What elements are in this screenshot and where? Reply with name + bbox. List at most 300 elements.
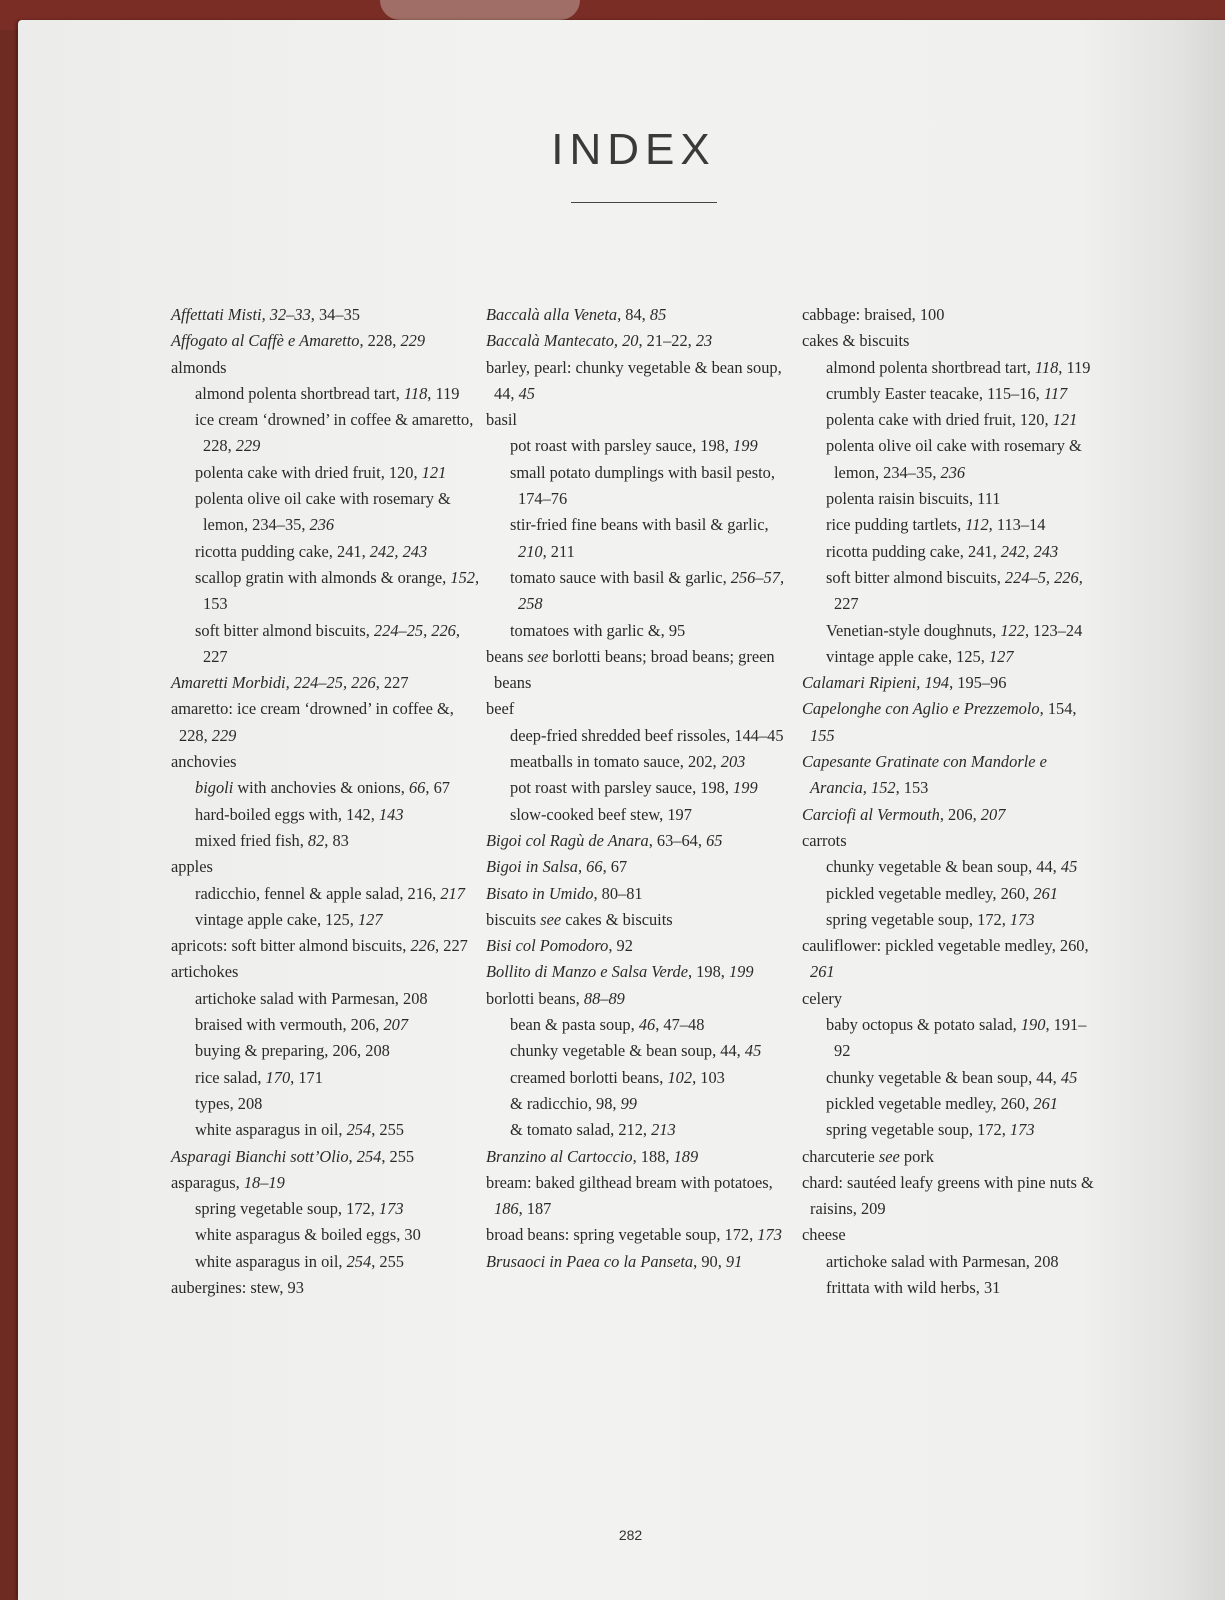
entry-text: Carciofi al Vermouth	[802, 804, 940, 824]
entry-text: celery	[802, 988, 843, 1008]
index-subentry	[802, 381, 1102, 407]
entry-text: buying & preparing, 206, 208	[195, 1041, 390, 1061]
index-entry	[171, 1275, 481, 1301]
entry-text: 229	[400, 331, 426, 351]
entry-text: broad beans: spring vegetable soup, 172,	[486, 1225, 758, 1245]
entry-text: see	[878, 1146, 900, 1166]
index-subentry	[486, 460, 796, 513]
entry-text: , 206,	[939, 804, 981, 824]
entry-text: creamed borlotti beans,	[510, 1067, 668, 1087]
entry-text: 102	[667, 1067, 693, 1087]
index-entry	[486, 644, 796, 697]
entry-text: 173	[1009, 1120, 1035, 1140]
entry-text: types, 208	[195, 1093, 263, 1113]
entry-text: 170	[265, 1067, 291, 1087]
index-subentry	[802, 881, 1102, 907]
entry-text: Bollito di Manzo e Salsa Verde	[486, 962, 688, 982]
entry-text: 173	[378, 1199, 404, 1219]
index-entry	[486, 1222, 796, 1248]
index-entry	[802, 670, 1102, 696]
entry-text: 66	[408, 778, 426, 798]
entry-text: & radicchio, 98,	[510, 1093, 621, 1113]
index-entry	[802, 828, 1102, 854]
page-number: 282	[618, 1527, 643, 1543]
entry-text: , 103	[692, 1067, 725, 1087]
entry-text: 91	[725, 1251, 743, 1271]
entry-text: 118	[403, 383, 428, 403]
entry-text: 18–19	[243, 1172, 285, 1192]
entry-text: 45	[518, 383, 535, 403]
entry-text: 46	[638, 1015, 656, 1035]
entry-text: 173	[757, 1225, 782, 1245]
index-entry	[486, 881, 796, 907]
index-entry	[802, 1170, 1102, 1223]
index-subentry	[486, 1117, 796, 1143]
cover-ornament	[380, 0, 580, 20]
index-entry	[802, 802, 1102, 828]
entry-text: Baccalà alla Veneta	[486, 305, 618, 324]
entry-text: with anchovies & onions,	[233, 778, 409, 798]
index-subentry	[171, 618, 481, 671]
entry-text: , 83	[324, 830, 349, 850]
index-subentry	[171, 1222, 481, 1248]
index-subentry	[171, 565, 481, 618]
entry-text: , 227	[203, 620, 460, 666]
index-subentry	[171, 1117, 481, 1143]
entry-text: pot roast with parsley sauce, 198,	[510, 778, 734, 798]
entry-text: Brusaoci in Paea co la Panseta	[486, 1251, 694, 1271]
entry-text: vintage apple cake, 125,	[826, 646, 989, 666]
index-subentry	[802, 854, 1102, 880]
entry-text: , 195–96	[949, 673, 1007, 693]
entry-text: 121	[421, 462, 447, 482]
entry-text: beans	[486, 646, 528, 666]
entry-text: cakes & biscuits	[561, 909, 673, 929]
entry-text: chunky vegetable & bean soup, 44,	[510, 1041, 745, 1061]
entry-text: , 227	[375, 673, 409, 693]
entry-text: 199	[733, 436, 758, 456]
index-subentry	[486, 723, 796, 749]
entry-text: mixed fried fish,	[195, 830, 308, 850]
index-subentry	[802, 618, 1102, 644]
index-entry	[486, 1249, 796, 1275]
entry-text: crumbly Easter teacake, 115–16,	[826, 383, 1044, 403]
entry-text: white asparagus in oil,	[195, 1251, 347, 1271]
index-subentry	[171, 1038, 481, 1064]
entry-text: ice cream ‘drowned’ in coffee & amaretto, 228,	[195, 410, 474, 456]
index-entry	[171, 328, 481, 354]
entry-text: Baccalà Mantecato, 20	[486, 331, 639, 351]
entry-text: 143	[378, 804, 404, 824]
entry-text: 242, 243	[369, 541, 428, 561]
entry-text: spring vegetable soup, 172,	[826, 909, 1010, 929]
index-subentry	[486, 618, 796, 644]
entry-text: , 255	[371, 1251, 404, 1271]
entry-text: chunky vegetable & bean soup, 44,	[826, 1067, 1061, 1087]
entry-text: 88–89	[583, 988, 625, 1008]
entry-text: Branzino al Cartoccio	[486, 1146, 633, 1166]
entry-text: 224–25, 226	[373, 620, 456, 640]
index-subentry	[171, 486, 481, 539]
entry-text: tomato sauce with basil & garlic,	[510, 567, 731, 587]
index-entry	[486, 302, 796, 328]
index-subentry	[171, 1196, 481, 1222]
entry-text: Capelonghe con Aglio e Prezzemolo	[802, 699, 1040, 719]
entry-text: , 92	[608, 936, 633, 956]
entry-text: 45	[1060, 1067, 1078, 1087]
entry-text: beef	[486, 699, 515, 719]
index-column-2	[486, 302, 796, 1275]
entry-text: white asparagus & boiled eggs, 30	[195, 1225, 421, 1245]
entry-text: bigoli	[195, 778, 234, 798]
index-entry	[802, 328, 1102, 354]
entry-text: , 67	[602, 857, 628, 877]
entry-text: polenta olive oil cake with rosemary & lemon, 234–35,	[195, 489, 451, 535]
entry-text: Venetian-style doughnuts,	[826, 620, 1001, 640]
index-entry	[802, 1222, 1102, 1248]
entry-text: rice pudding tartlets,	[826, 515, 966, 535]
index-entry	[171, 749, 481, 775]
entry-text: 229	[235, 436, 261, 456]
index-subentry	[171, 1091, 481, 1117]
index-subentry	[802, 512, 1102, 538]
index-subentry	[802, 1117, 1102, 1143]
index-subentry	[171, 775, 481, 801]
index-subentry	[171, 460, 481, 486]
entry-text: charcuterie	[802, 1146, 879, 1166]
index-subentry	[802, 907, 1102, 933]
index-entry	[486, 1144, 796, 1170]
entry-text: almond polenta shortbread tart,	[826, 357, 1035, 377]
entry-text: pot roast with parsley sauce, 198,	[510, 436, 734, 456]
entry-text: 256–57, 258	[518, 567, 785, 614]
index-subentry	[802, 644, 1102, 670]
index-entry	[486, 986, 796, 1012]
entry-text: , 227	[435, 936, 468, 956]
entry-text: basil	[486, 410, 517, 430]
index-entry	[802, 986, 1102, 1012]
entry-text: 127	[357, 909, 383, 929]
entry-text: polenta cake with dried fruit, 120,	[826, 410, 1053, 430]
entry-text: meatballs in tomato sauce, 202,	[510, 752, 721, 772]
entry-text: pickled vegetable medley, 260,	[826, 883, 1034, 903]
entry-text: aubergines: stew, 93	[171, 1277, 304, 1297]
entry-text: chunky vegetable & bean soup, 44,	[826, 857, 1061, 877]
entry-text: polenta raisin biscuits, 111	[826, 489, 1001, 509]
entry-text: frittata with wild herbs, 31	[826, 1277, 1001, 1297]
entry-text: & tomato salad, 212,	[510, 1120, 652, 1140]
entry-text: Bigoi col Ragù de Anara	[486, 830, 649, 850]
entry-text: , 255	[371, 1120, 404, 1140]
index-subentry	[802, 1065, 1102, 1091]
entry-text: biscuits	[486, 909, 541, 929]
entry-text: , 255	[381, 1146, 415, 1166]
entry-text: vintage apple cake, 125,	[195, 909, 358, 929]
entry-text: 236	[940, 462, 966, 482]
entry-text: 226	[410, 936, 436, 956]
entry-text: 207	[980, 804, 1006, 824]
entry-text: bream: baked gilthead bream with potatoes,	[486, 1172, 773, 1192]
entry-text: Bigoi in Salsa, 66	[486, 857, 603, 877]
entry-text: 254	[346, 1251, 372, 1271]
entry-text: deep-fried shredded beef rissoles, 144–45	[510, 725, 784, 745]
entry-text: spring vegetable soup, 172,	[826, 1120, 1010, 1140]
index-subentry	[486, 565, 796, 618]
entry-text: artichoke salad with Parmesan, 208	[195, 988, 428, 1008]
page-title: INDEX	[551, 125, 716, 174]
entry-text: cakes & biscuits	[802, 331, 910, 351]
index-entry	[486, 328, 796, 354]
index-entry	[486, 1170, 796, 1223]
entry-text: 203	[720, 752, 746, 772]
index-subentry	[171, 1065, 481, 1091]
entry-text: borlotti beans; broad beans; green beans	[494, 646, 775, 693]
index-entry	[171, 355, 481, 381]
entry-text: braised with vermouth, 206,	[195, 1015, 384, 1035]
entry-text: 189	[673, 1146, 699, 1166]
entry-text: 121	[1052, 410, 1078, 430]
entry-text: 242, 243	[1000, 541, 1059, 561]
entry-text: 207	[383, 1015, 409, 1035]
entry-text: 186	[494, 1199, 519, 1219]
entry-text: 45	[744, 1041, 762, 1061]
index-subentry	[171, 407, 481, 460]
index-entry	[171, 1170, 481, 1196]
entry-text: Asparagi Bianchi sott’Olio, 254	[171, 1146, 382, 1166]
index-entry	[486, 355, 796, 408]
entry-text: barley, pearl: chunky vegetable & bean soup, 44,	[486, 357, 782, 403]
entry-text: 152	[450, 567, 475, 587]
index-subentry	[486, 1012, 796, 1038]
entry-text: white asparagus in oil,	[195, 1120, 347, 1140]
title-underline	[571, 202, 717, 203]
entry-text: carrots	[802, 830, 847, 850]
index-entry	[486, 907, 796, 933]
entry-text: , 113–14	[988, 515, 1046, 535]
index-subentry	[802, 355, 1102, 381]
index-subentry	[171, 1012, 481, 1038]
entry-text: ricotta pudding cake, 241,	[826, 541, 1001, 561]
entry-text: 213	[651, 1120, 676, 1140]
entry-text: spring vegetable soup, 172,	[195, 1199, 379, 1219]
index-entry	[171, 696, 481, 749]
index-entry	[486, 854, 796, 880]
index-subentry	[802, 1012, 1102, 1065]
index-entry	[486, 959, 796, 985]
entry-text: soft bitter almond biscuits,	[195, 620, 374, 640]
index-subentry	[171, 986, 481, 1012]
index-entry	[171, 1144, 481, 1170]
index-entry	[171, 302, 481, 328]
entry-text: 210	[518, 541, 543, 561]
entry-text: 85	[649, 305, 667, 324]
entry-text: ricotta pudding cake, 241,	[195, 541, 370, 561]
entry-text: , 187	[518, 1199, 552, 1219]
entry-text: , 21–22,	[638, 331, 696, 351]
index-subentry	[171, 881, 481, 907]
entry-text: , 228,	[359, 331, 401, 351]
index-subentry	[486, 802, 796, 828]
entry-text: scallop gratin with almonds & orange,	[195, 567, 451, 587]
index-entry	[802, 1144, 1102, 1170]
entry-text: pork	[899, 1146, 934, 1166]
entry-text: Amaretti Morbidi, 224–25, 226	[171, 673, 376, 693]
entry-text: 112	[965, 515, 989, 535]
entry-text: Affogato al Caffè e Amaretto	[171, 331, 360, 351]
index-entry	[171, 959, 481, 985]
index-entry	[171, 670, 481, 696]
index-subentry	[486, 1065, 796, 1091]
index-subentry	[171, 381, 481, 407]
index-subentry	[802, 1275, 1102, 1301]
entry-text: 99	[620, 1093, 637, 1113]
entry-text: hard-boiled eggs with, 142,	[195, 804, 379, 824]
entry-text: radicchio, fennel & apple salad, 216,	[195, 883, 441, 903]
entry-text: polenta cake with dried fruit, 120,	[195, 462, 422, 482]
index-subentry	[486, 433, 796, 459]
entry-text: 261	[1033, 883, 1058, 903]
entry-text: polenta olive oil cake with rosemary & lemon, 234–35,	[826, 436, 1082, 482]
index-subentry	[802, 1091, 1102, 1117]
entry-text: tomatoes with garlic &, 95	[510, 620, 686, 640]
entry-text: 173	[1009, 909, 1035, 929]
entry-text: , 123–24	[1024, 620, 1083, 640]
entry-text: borlotti beans,	[486, 988, 584, 1008]
entry-text: cauliflower: pickled vegetable medley, 260,	[802, 936, 1089, 956]
entry-text: 45	[1060, 857, 1078, 877]
index-subentry	[802, 1249, 1102, 1275]
index-column-3	[802, 302, 1102, 1301]
entry-text: 217	[440, 883, 465, 903]
entry-text: 155	[810, 725, 835, 745]
entry-text: bean & pasta soup,	[510, 1015, 639, 1035]
entry-text: 261	[1033, 1093, 1058, 1113]
index-entry	[486, 407, 796, 433]
entry-text: , 153	[203, 567, 480, 614]
index-subentry	[802, 565, 1102, 618]
index-subentry	[171, 907, 481, 933]
entry-text: artichoke salad with Parmesan, 208	[826, 1251, 1059, 1271]
entry-text: Bisato in Umido	[486, 883, 594, 903]
index-entry	[171, 854, 481, 880]
entry-text: slow-cooked beef stew, 197	[510, 804, 692, 824]
entry-text: stir-fried fine beans with basil & garlic,	[510, 515, 769, 535]
entry-text: , 154,	[1039, 699, 1077, 719]
entry-text: Bisi col Pomodoro	[486, 936, 609, 956]
index-subentry	[486, 749, 796, 775]
entry-text: soft bitter almond biscuits,	[826, 567, 1005, 587]
entry-text: almonds	[171, 357, 227, 377]
entry-text: asparagus,	[171, 1172, 244, 1192]
entry-text: 117	[1043, 383, 1068, 403]
index-subentry	[171, 802, 481, 828]
entry-text: , 47–48	[655, 1015, 705, 1035]
entry-text: 261	[810, 962, 835, 982]
entry-text: apples	[171, 857, 213, 877]
entry-text: baby octopus & potato salad,	[826, 1015, 1021, 1035]
entry-text: 224–5, 226	[1004, 567, 1079, 587]
entry-text: chard: sautéed leafy greens with pine nuts & raisins, 209	[802, 1172, 1094, 1219]
entry-text: 127	[988, 646, 1014, 666]
entry-text: amaretto: ice cream ‘drowned’ in coffee &, 228,	[171, 699, 454, 745]
index-subentry	[171, 539, 481, 565]
index-entry	[486, 696, 796, 722]
index-subentry	[802, 433, 1102, 486]
index-subentry	[802, 539, 1102, 565]
entry-text: pickled vegetable medley, 260,	[826, 1093, 1034, 1113]
entry-text: 65	[706, 830, 723, 850]
entry-text: , 67	[425, 778, 450, 798]
entry-text: apricots: soft bitter almond biscuits,	[171, 936, 411, 956]
index-subentry	[486, 1091, 796, 1117]
entry-text: , 84,	[617, 305, 650, 324]
index-subentry	[486, 1038, 796, 1064]
entry-text: , 63–64,	[648, 830, 707, 850]
entry-text: 118	[1034, 357, 1059, 377]
entry-text: small potato dumplings with basil pesto, 174–76	[510, 462, 775, 509]
entry-text: , 211	[542, 541, 575, 561]
entry-text: almond polenta shortbread tart,	[195, 383, 404, 403]
book-page	[18, 20, 1225, 1600]
index-subentry	[171, 828, 481, 854]
entry-text: , 188,	[632, 1146, 674, 1166]
entry-text: see	[540, 909, 562, 929]
entry-text: , 191–92	[834, 1015, 1087, 1061]
index-entry	[802, 933, 1102, 986]
entry-text: 229	[211, 725, 237, 745]
entry-text: artichokes	[171, 962, 239, 982]
entry-text: , 119	[427, 383, 460, 403]
index-entry	[486, 828, 796, 854]
entry-text: anchovies	[171, 752, 237, 772]
index-entry	[171, 933, 481, 959]
entry-text: 254	[346, 1120, 372, 1140]
entry-text: , 227	[834, 567, 1083, 614]
entry-text: Affettati Misti, 32–33	[171, 305, 311, 324]
index-entry	[802, 696, 1102, 749]
index-subentry	[171, 1249, 481, 1275]
entry-text: , 34–35	[310, 305, 360, 324]
entry-text: cheese	[802, 1225, 846, 1245]
index-subentry	[802, 407, 1102, 433]
entry-text: , 153	[895, 778, 929, 798]
entry-text: , 119	[1058, 357, 1091, 377]
entry-text: Calamari Ripieni, 194	[802, 673, 950, 693]
entry-text: Capesante Gratinate con Mandorle e Arancia, 152	[802, 752, 1047, 798]
entry-text: 199	[728, 962, 754, 982]
entry-text: 82	[307, 830, 325, 850]
entry-text: 23	[695, 331, 713, 351]
entry-text: rice salad,	[195, 1067, 266, 1087]
index-subentry	[802, 486, 1102, 512]
entry-text: , 80–81	[593, 883, 643, 903]
entry-text: 199	[733, 778, 758, 798]
index-subentry	[486, 775, 796, 801]
index-entry	[802, 302, 1102, 328]
entry-text: 122	[1000, 620, 1025, 640]
entry-text: , 90,	[693, 1251, 726, 1271]
entry-text: , 198,	[687, 962, 729, 982]
index-entry	[802, 749, 1102, 802]
entry-text: cabbage: braised, 100	[802, 305, 945, 324]
index-column-1	[171, 302, 481, 1301]
entry-text: see	[527, 646, 549, 666]
index-entry	[486, 933, 796, 959]
entry-text: , 171	[290, 1067, 323, 1087]
entry-text: 190	[1020, 1015, 1046, 1035]
entry-text: 236	[309, 515, 335, 535]
index-subentry	[486, 512, 796, 565]
